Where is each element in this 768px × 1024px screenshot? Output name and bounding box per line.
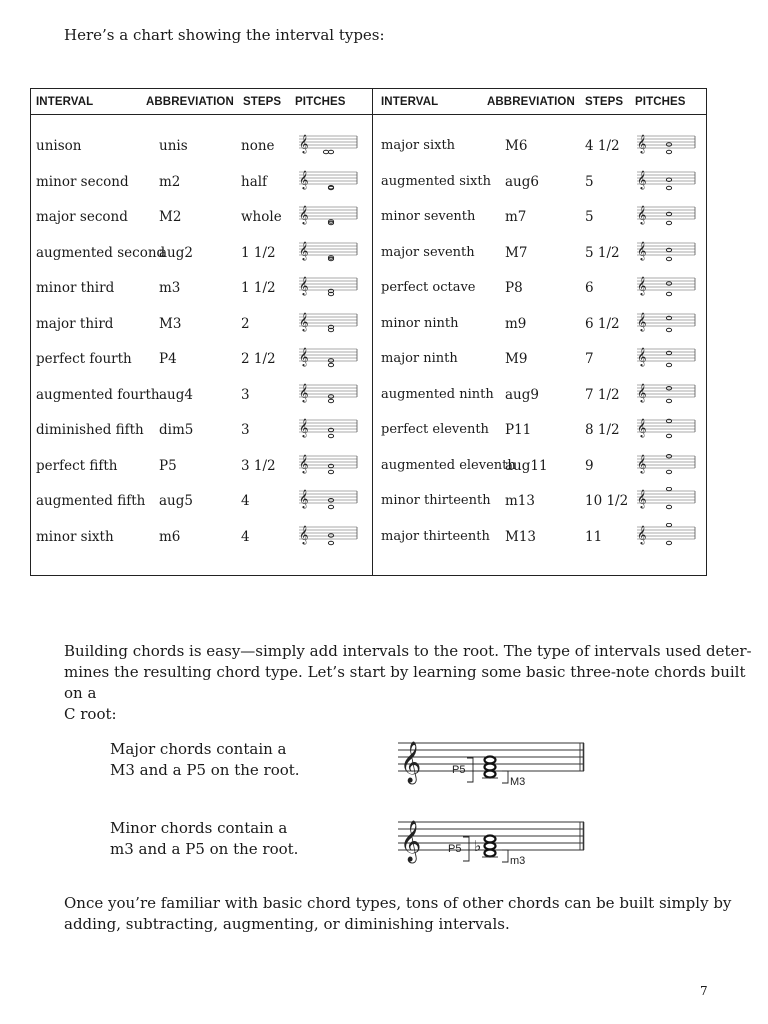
table-row xyxy=(31,169,706,194)
abbreviation: aug4 xyxy=(159,386,193,403)
interval-name: perfect octave xyxy=(381,280,476,295)
table-row xyxy=(31,240,706,265)
header-abbreviation-right: ABBREVIATION xyxy=(487,96,575,108)
treble-clef-icon: 𝄞 xyxy=(637,240,647,260)
interval-name: augmented eleventh xyxy=(381,457,516,473)
steps: 4 1/2 xyxy=(585,138,620,154)
treble-clef-icon: 𝄞 xyxy=(299,524,309,544)
abbreviation: aug6 xyxy=(505,173,539,190)
treble-clef-icon: 𝄞 xyxy=(299,453,309,473)
interval-name: augmented fifth xyxy=(36,493,146,509)
treble-clef-icon: 𝄞 xyxy=(637,347,647,366)
abbreviation: M9 xyxy=(505,351,528,367)
treble-clef-icon: 𝄞 xyxy=(637,453,647,473)
description-line: Major chords contain a xyxy=(110,740,287,758)
steps: 5 xyxy=(585,209,594,225)
paragraph-line: Building chords is easy—simply add intervals to the root. The type of intervals used deter- xyxy=(64,642,752,660)
whole-note-icon xyxy=(666,292,671,295)
interval-name: minor ninth xyxy=(381,315,459,331)
whole-note-icon xyxy=(666,505,671,508)
header-interval-right: INTERVAL xyxy=(381,96,439,108)
minor-chord-staff xyxy=(396,814,586,870)
steps: 6 xyxy=(585,280,594,296)
interval-name: unison xyxy=(36,138,82,154)
steps: 1 1/2 xyxy=(241,280,276,296)
pitches-staff xyxy=(635,487,697,511)
paragraph-line: C root: xyxy=(64,705,117,723)
table-row xyxy=(31,205,706,229)
steps: 5 xyxy=(585,173,594,190)
pitches-staff xyxy=(635,168,697,192)
whole-note-icon xyxy=(666,470,671,473)
treble-clef-icon: 𝄞 xyxy=(299,134,309,153)
whole-note-icon xyxy=(666,221,671,224)
steps: 8 1/2 xyxy=(585,422,620,438)
abbreviation: aug5 xyxy=(159,493,193,509)
whole-note-c-icon xyxy=(485,771,496,778)
minor-outer-interval-label: P5 xyxy=(448,843,462,855)
interval-name: major seventh xyxy=(381,244,475,260)
interval-name: major second xyxy=(36,209,128,225)
header-pitches-right: PITCHES xyxy=(635,96,686,108)
abbreviation: P5 xyxy=(159,457,177,474)
pitches-staff xyxy=(635,132,697,156)
header-abbreviation-left: ABBREVIATION xyxy=(146,96,234,108)
abbreviation: P11 xyxy=(505,422,532,438)
interval-name: minor thirteenth xyxy=(381,493,491,508)
treble-clef-icon: 𝄞 xyxy=(637,276,647,295)
abbreviation: M2 xyxy=(159,209,182,225)
table-row xyxy=(31,311,706,336)
treble-clef-icon: 𝄞 xyxy=(299,240,309,260)
flat-sign-icon: ♭ xyxy=(474,837,482,855)
treble-clef-icon: 𝄞 xyxy=(637,169,647,189)
table-row xyxy=(31,276,706,300)
intro-text: Here’s a chart showing the interval types: xyxy=(64,26,385,44)
header-interval-left: INTERVAL xyxy=(36,96,94,108)
steps: half xyxy=(241,173,268,190)
pitches-staff xyxy=(635,345,697,369)
abbreviation: M3 xyxy=(159,315,182,332)
treble-clef-icon: 𝄞 xyxy=(299,205,309,224)
interval-name: minor third xyxy=(36,280,115,296)
header-steps-left: STEPS xyxy=(243,96,282,108)
interval-name: augmented second xyxy=(36,244,166,261)
abbreviation: m9 xyxy=(505,315,527,332)
interval-name: augmented sixth xyxy=(381,173,491,189)
pitches-staff xyxy=(635,452,697,476)
treble-clef-icon: 𝄞 xyxy=(299,382,309,402)
steps: 1 1/2 xyxy=(241,244,276,261)
table-row xyxy=(31,134,706,158)
interval-name: diminished fifth xyxy=(36,422,144,438)
whole-note-icon xyxy=(666,282,671,285)
description-line: Minor chords contain a xyxy=(110,819,288,837)
pitches-staff xyxy=(635,310,697,334)
steps: 6 1/2 xyxy=(585,315,620,332)
pitches-staff xyxy=(635,274,697,298)
treble-clef-icon: 𝄞 xyxy=(299,418,309,437)
steps: 3 1/2 xyxy=(241,457,276,474)
treble-clef-icon: 𝄞 xyxy=(299,489,309,508)
treble-clef-icon: 𝄞 xyxy=(299,276,309,295)
header-steps-right: STEPS xyxy=(585,96,624,108)
treble-clef-icon: 𝄞 xyxy=(400,742,422,783)
steps: 4 xyxy=(241,528,250,545)
treble-clef-icon: 𝄞 xyxy=(637,418,647,437)
steps: none xyxy=(241,138,275,154)
whole-note-icon xyxy=(666,328,671,331)
interval-name: perfect fourth xyxy=(36,351,132,367)
steps: 3 xyxy=(241,386,250,403)
whole-note-icon xyxy=(666,143,671,146)
whole-note-icon xyxy=(666,363,671,366)
steps: 5 1/2 xyxy=(585,244,620,261)
paragraph-line: adding, subtracting, augmenting, or diminishing intervals. xyxy=(64,915,510,933)
major-chord-staff xyxy=(396,735,586,791)
paragraph-line: mines the resulting chord type. Let’s start by learning some basic three-note chords built on a xyxy=(64,663,746,702)
header-rule xyxy=(31,114,706,115)
paragraph-line: Once you’re familiar with basic chord types, tons of other chords can be built simply by xyxy=(64,894,732,912)
major-outer-interval-label: P5 xyxy=(452,764,466,776)
pitches-staff xyxy=(635,239,697,263)
steps: 11 xyxy=(585,528,603,545)
interval-name: minor sixth xyxy=(36,528,114,545)
interval-name: minor second xyxy=(36,173,129,190)
table-row xyxy=(31,347,706,371)
abbreviation: M6 xyxy=(505,138,528,154)
abbreviation: aug11 xyxy=(505,457,548,474)
treble-clef-icon: 𝄞 xyxy=(637,382,647,402)
interval-chart xyxy=(30,88,707,576)
treble-clef-icon: 𝄞 xyxy=(299,169,309,189)
abbreviation: P4 xyxy=(159,351,177,367)
steps: 7 1/2 xyxy=(585,386,620,403)
abbreviation: m3 xyxy=(159,280,181,296)
header-pitches-left: PITCHES xyxy=(295,96,346,108)
treble-clef-icon: 𝄞 xyxy=(637,311,647,331)
steps: 10 1/2 xyxy=(585,493,629,509)
interval-name: augmented fourth xyxy=(36,386,160,403)
interval-name: major thirteenth xyxy=(381,528,490,544)
steps: 4 xyxy=(241,493,250,509)
abbreviation: m6 xyxy=(159,528,181,545)
whole-note-icon xyxy=(666,541,671,544)
abbreviation: m13 xyxy=(505,493,535,509)
minor-inner-interval-label: m3 xyxy=(510,855,526,867)
table-row xyxy=(31,418,706,442)
treble-clef-icon: 𝄞 xyxy=(299,347,309,366)
whole-note-icon xyxy=(666,257,671,260)
treble-clef-icon: 𝄞 xyxy=(299,311,309,331)
page-number: 7 xyxy=(700,984,708,998)
major-chord-description xyxy=(110,739,300,781)
table-row xyxy=(31,489,706,513)
interval-name: major sixth xyxy=(381,138,456,153)
pitches-staff xyxy=(635,523,697,547)
abbreviation: M13 xyxy=(505,528,537,545)
description-line: m3 and a P5 on the root. xyxy=(110,840,299,858)
treble-clef-icon: 𝄞 xyxy=(637,205,647,224)
pitches-staff xyxy=(635,381,697,405)
interval-name: major third xyxy=(36,315,114,332)
interval-name: minor seventh xyxy=(381,209,476,224)
abbreviation: m7 xyxy=(505,209,527,225)
interval-name: perfect fifth xyxy=(36,457,118,474)
steps: 2 xyxy=(241,315,250,332)
pitches-staff xyxy=(635,416,697,440)
interval-name: augmented ninth xyxy=(381,386,494,402)
abbreviation: unis xyxy=(159,138,188,154)
table-row xyxy=(31,453,706,478)
steps: 9 xyxy=(585,457,594,474)
steps: 3 xyxy=(241,422,250,438)
building-paragraph xyxy=(64,641,768,725)
abbreviation: dim5 xyxy=(159,422,194,438)
whole-note-icon xyxy=(666,399,671,402)
abbreviation: M7 xyxy=(505,244,528,261)
whole-note-c-icon xyxy=(485,850,496,857)
major-inner-interval-label: M3 xyxy=(510,776,526,788)
interval-name: major ninth xyxy=(381,351,458,366)
description-line: M3 and a P5 on the root. xyxy=(110,761,300,779)
treble-clef-icon: 𝄞 xyxy=(637,489,647,508)
steps: 2 1/2 xyxy=(241,351,276,367)
whole-note-icon xyxy=(666,487,671,490)
steps: whole xyxy=(241,209,282,225)
whole-note-icon xyxy=(666,150,671,153)
whole-note-icon xyxy=(666,523,671,526)
interval-name: perfect eleventh xyxy=(381,422,489,437)
table-row xyxy=(31,382,706,407)
whole-note-icon xyxy=(666,434,671,437)
treble-clef-icon: 𝄞 xyxy=(637,524,647,544)
abbreviation: aug2 xyxy=(159,244,193,261)
abbreviation: P8 xyxy=(505,280,523,296)
abbreviation: m2 xyxy=(159,173,181,190)
treble-clef-icon: 𝄞 xyxy=(637,134,647,153)
table-row xyxy=(31,524,706,549)
abbreviation: aug9 xyxy=(505,386,539,403)
pitches-staff xyxy=(635,203,697,227)
whole-note-icon xyxy=(666,186,671,189)
minor-chord-description xyxy=(110,818,298,860)
closing-paragraph xyxy=(64,893,731,935)
steps: 7 xyxy=(585,351,594,367)
treble-clef-icon: 𝄞 xyxy=(400,821,422,862)
